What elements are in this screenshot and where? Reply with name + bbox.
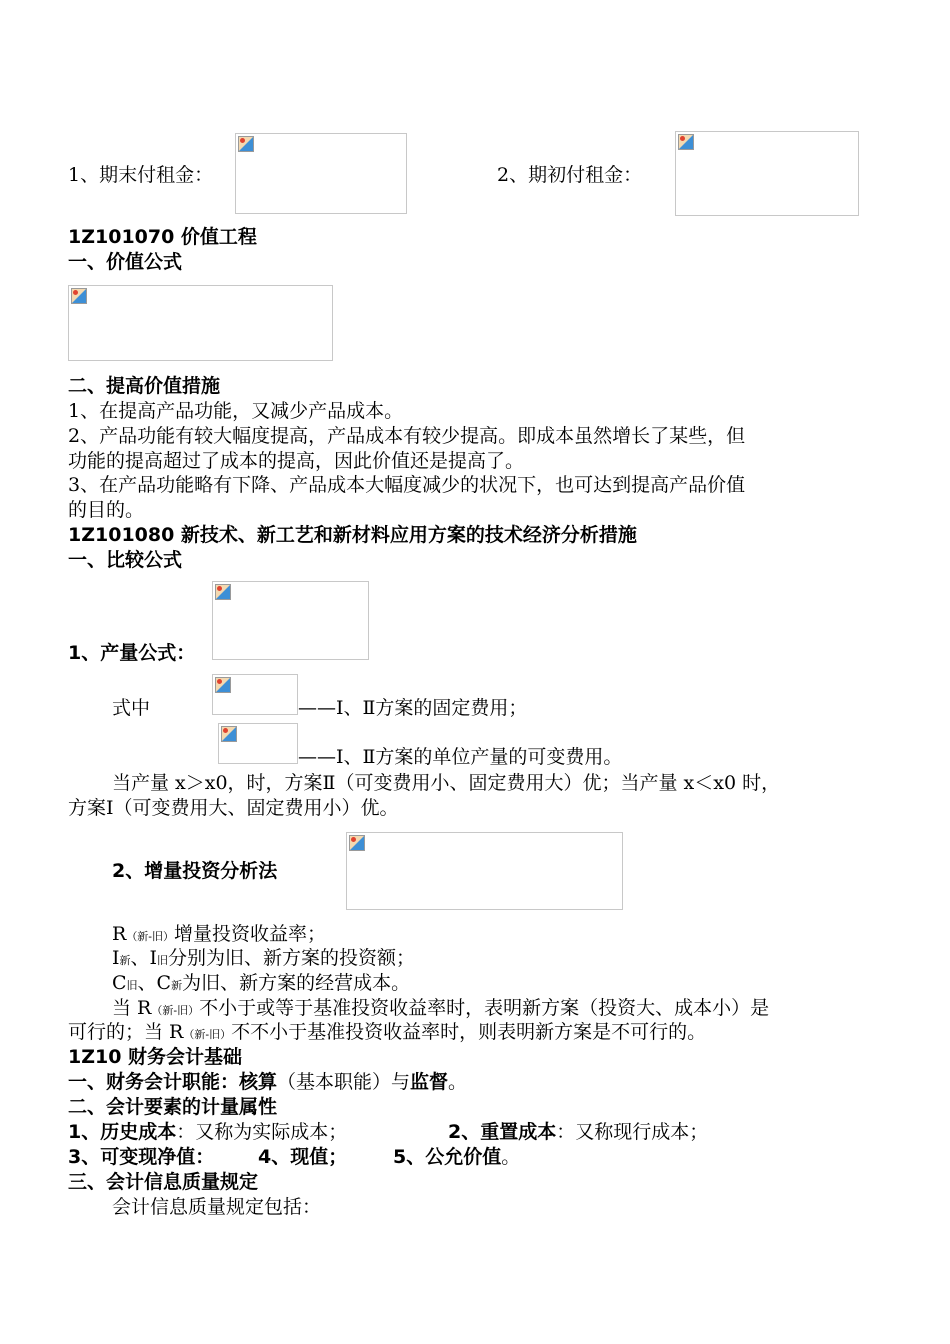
- judgement-line-b: 可行的；当 R（新-旧）不不小于基准投资收益率时，则表明新方案是不可行的。: [68, 1021, 707, 1043]
- incremental-method-label: 2、增量投资分析法: [112, 860, 278, 882]
- output-formula-label: 1、产量公式：: [68, 642, 196, 664]
- measurement-item-3: 3、可变现净值：: [68, 1146, 215, 1168]
- broken-image-icon: [221, 726, 237, 742]
- where-label: 式中: [112, 697, 151, 719]
- quality-heading: 三、会计信息质量规定: [68, 1171, 259, 1193]
- variable-cost-desc: ——Ⅰ、Ⅱ方案的单位产量的可变费用。: [298, 746, 623, 768]
- formula-image-variable-cost: [218, 723, 298, 764]
- formula-image-fixed-cost: [212, 674, 298, 715]
- formula-image-output: [212, 581, 369, 660]
- broken-image-icon: [238, 136, 254, 152]
- measure-1: 1、在提高产品功能，又减少产品成本。: [68, 400, 404, 422]
- measure-2b: 功能的提高超过了成本的提高，因此价值还是提高了。: [68, 450, 525, 472]
- formula-image-value: [68, 285, 333, 361]
- formula-image-incremental: [346, 832, 623, 910]
- value-formula-heading: 一、价值公式: [68, 251, 183, 273]
- measurement-heading: 二、会计要素的计量属性: [68, 1096, 278, 1118]
- formula-image-begin-rent: [675, 131, 859, 216]
- measure-3b: 的目的。: [68, 499, 145, 521]
- compare-formula-heading: 一、比较公式: [68, 549, 183, 571]
- c-definition: C旧、C新为旧、新方案的经营成本。: [112, 972, 411, 994]
- formula-image-end-rent: [235, 133, 407, 214]
- measurement-item-5: 5、公允价值。: [393, 1146, 521, 1168]
- measure-3a: 3、在产品功能略有下降、产品成本大幅度减少的状况下，也可达到提高产品价值: [68, 474, 746, 496]
- judgement-line-a: 当 R（新-旧）不小于或等于基准投资收益率时，表明新方案（投资大、成本小）是: [112, 997, 770, 1019]
- section-heading-1z10: 1Z10 财务会计基础: [68, 1046, 243, 1068]
- measurement-line-2: 2、重置成本：又称现行成本；: [448, 1121, 709, 1143]
- value-measures-heading: 二、提高价值措施: [68, 375, 221, 397]
- measure-2a: 2、产品功能有较大幅度提高，产品成本有较少提高。即成本虽然增长了某些，但: [68, 425, 746, 447]
- lease-end-label: 1、期末付租金：: [68, 164, 214, 186]
- broken-image-icon: [215, 584, 231, 600]
- section-heading-1080: 1Z101080 新技术、新工艺和新材料应用方案的技术经济分析措施: [68, 524, 637, 546]
- measurement-line-1: 1、历史成本：又称为实际成本；: [68, 1121, 348, 1143]
- section-heading-1070: 1Z101070 价值工程: [68, 226, 257, 248]
- lease-begin-label: 2、期初付租金：: [497, 164, 643, 186]
- r-definition: R（新-旧）增量投资收益率；: [112, 923, 327, 945]
- compare-line-a: 当产量 x＞x0，时，方案Ⅱ（可变费用小、固定费用大）优；当产量 x＜x0 时，: [112, 772, 781, 794]
- broken-image-icon: [678, 134, 694, 150]
- broken-image-icon: [349, 835, 365, 851]
- i-definition: Ⅰ新、Ⅰ旧分别为旧、新方案的投资额；: [112, 947, 416, 969]
- quality-intro: 会计信息质量规定包括：: [112, 1196, 322, 1218]
- broken-image-icon: [215, 677, 231, 693]
- measurement-item-4: 4、现值；: [258, 1146, 348, 1168]
- compare-line-b: 方案Ⅰ（可变费用大、固定费用小）优。: [68, 797, 399, 819]
- accounting-functions: 一、财务会计职能：核算（基本职能）与监督。: [68, 1071, 468, 1093]
- fixed-cost-desc: ——Ⅰ、Ⅱ方案的固定费用；: [298, 697, 528, 719]
- broken-image-icon: [71, 288, 87, 304]
